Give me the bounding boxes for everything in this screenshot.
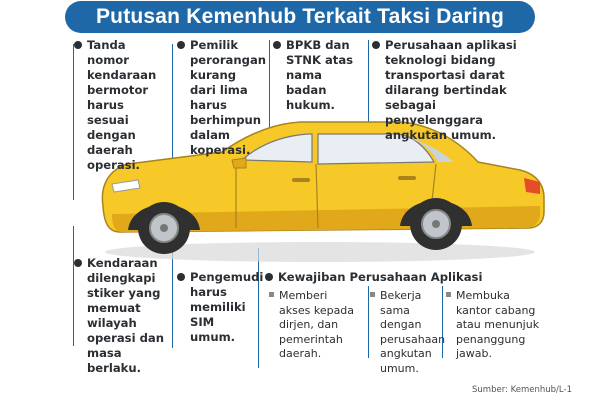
note-plate-number xyxy=(87,38,167,173)
page-title: Putusan Kemenhub Terkait Taksi Daring xyxy=(65,1,535,33)
bullet-icon xyxy=(177,41,185,49)
note-app-company-ban xyxy=(385,38,525,143)
obligation-item xyxy=(279,289,361,362)
note-individual-owner xyxy=(190,38,267,158)
bullet-icon xyxy=(74,41,82,49)
obligation-text: Memberi akses kepada dirjen, dan pemerintah daerah. xyxy=(279,289,355,360)
bullet-icon xyxy=(265,273,273,281)
bullet-icon xyxy=(446,292,451,297)
note-sticker xyxy=(87,256,167,376)
obligation-item xyxy=(456,289,546,362)
bullet-icon xyxy=(372,41,380,49)
obligation-text: Membuka kantor cabang atau menunjuk penanggung jawab. xyxy=(456,289,540,360)
obligations-heading xyxy=(278,270,538,285)
bullet-icon xyxy=(273,41,281,49)
note-text: Kendaraan dilengkapi stiker yang memuat wilayah operasi dan masa berlaku. xyxy=(87,256,164,375)
note-driver-license xyxy=(190,270,264,345)
note-text: Tanda nomor kendaraan bermotor harus sesuai dengan daerah operasi. xyxy=(87,38,157,172)
note-text: Pengemudi harus memiliki SIM umum. xyxy=(190,270,264,344)
source-credit: Sumber: Kemenhub/L-1 xyxy=(472,385,572,395)
note-text: Pemilik perorangan kurang dari lima harus berhimpun dalam koperasi. xyxy=(190,38,267,157)
bullet-icon xyxy=(177,273,185,281)
bullet-icon xyxy=(370,292,375,297)
bullet-icon xyxy=(74,259,82,267)
note-bpkb-stnk xyxy=(286,38,366,113)
bullet-icon xyxy=(269,292,274,297)
note-text: Perusahaan aplikasi teknologi bidang transportasi darat dilarang bertindak sebagai penyelenggara angkutan umum. xyxy=(385,38,517,142)
obligation-item xyxy=(380,289,446,376)
obligation-text: Bekerja sama dengan perusahaan angkutan umum. xyxy=(380,289,446,375)
obligations-heading-text: Kewajiban Perusahaan Aplikasi xyxy=(278,270,483,284)
note-text: BPKB dan STNK atas nama badan hukum. xyxy=(286,38,354,112)
